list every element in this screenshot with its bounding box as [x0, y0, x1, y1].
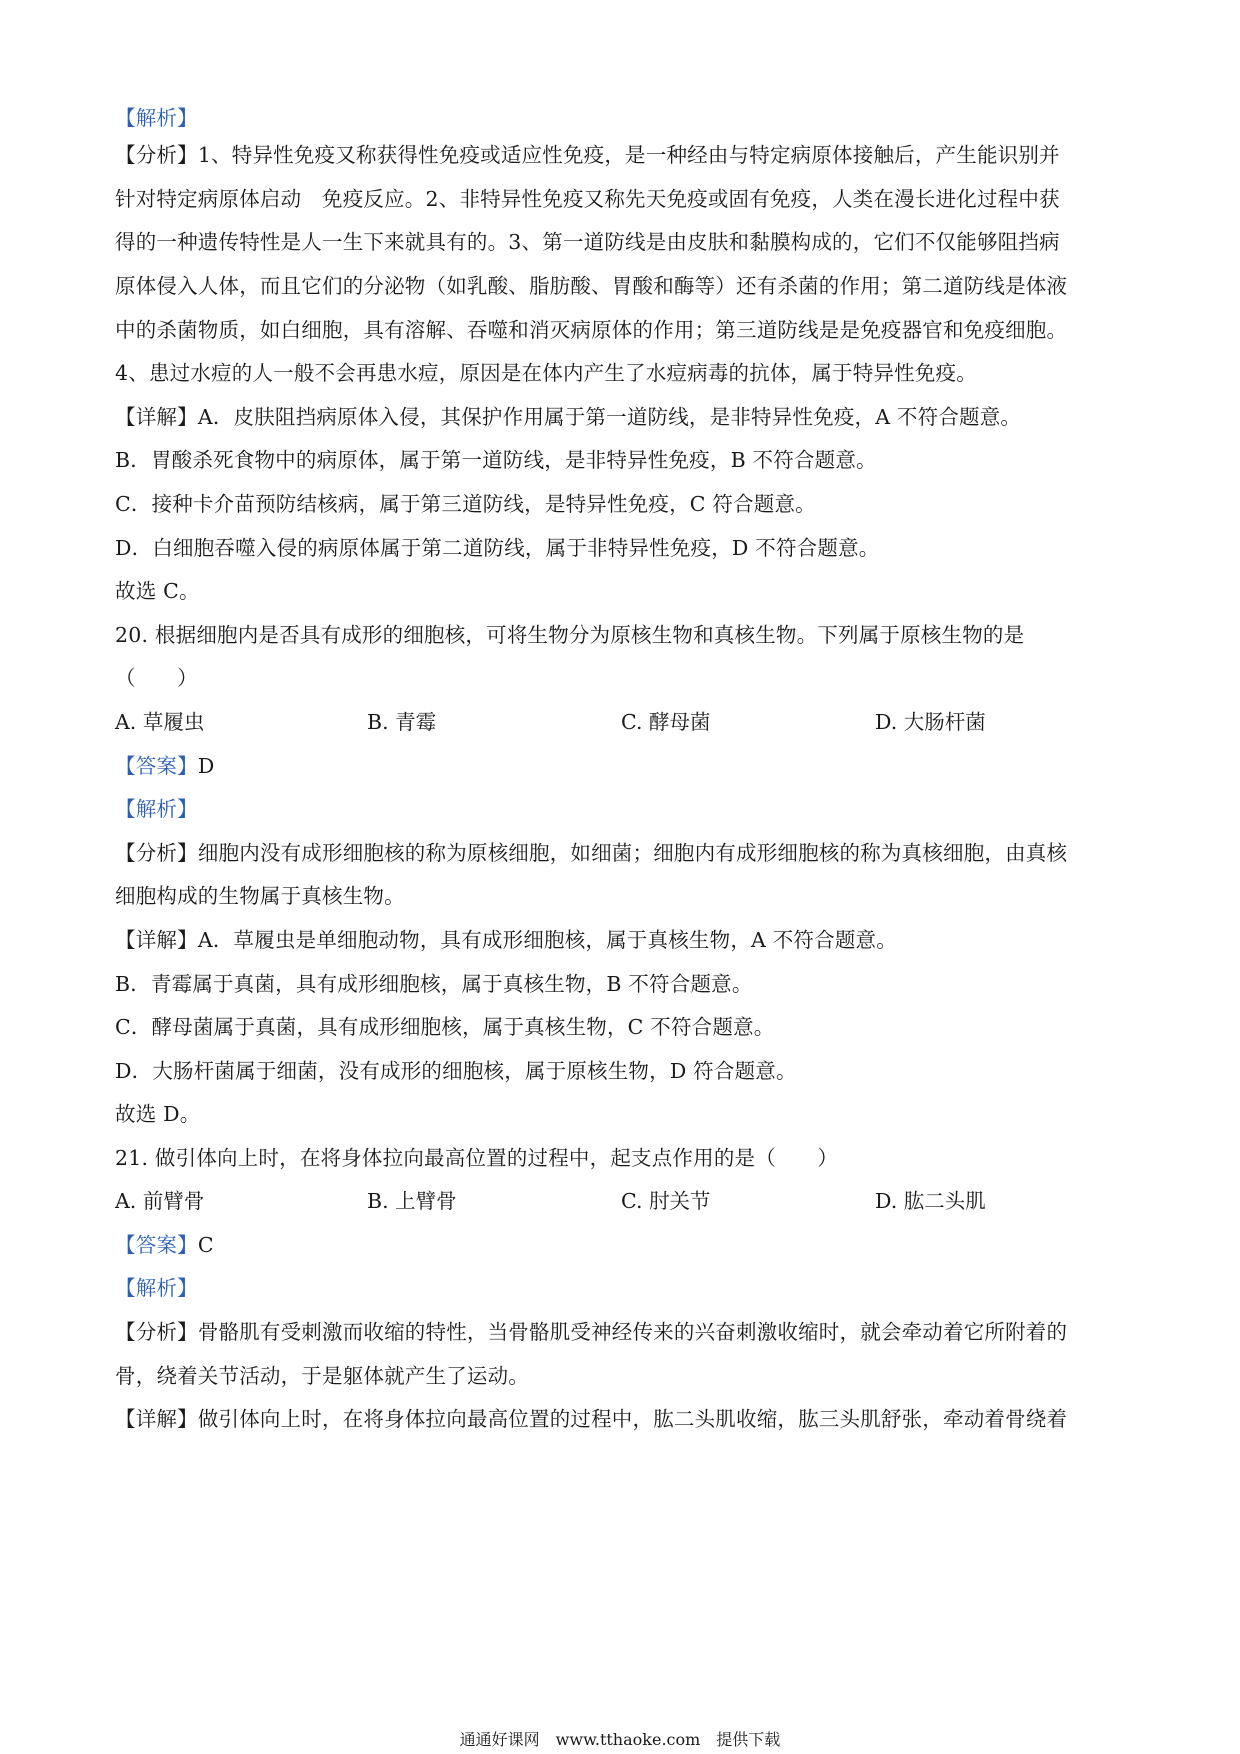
xiangjie-line: D．大肠杆菌属于细菌，没有成形的细胞核，属于原核生物，D 符合题意。 — [115, 1059, 797, 1083]
xiangjie-line: C．酵母菌属于真菌，具有成形细胞核，属于真核生物，C 不符合题意。 — [115, 1015, 775, 1039]
xiangjie-text: A．皮肤阻挡病原体入侵，其保护作用属于第一道防线，是非特异性免疫，A 不符合题意。 — [197, 405, 1022, 429]
xiangjie-tag: 【详解】 — [115, 1407, 198, 1431]
fenxi-line — [115, 141, 1125, 169]
analysis-tag: 【解析】 — [115, 1276, 198, 1300]
option-d: D. 肱二头肌 — [875, 1189, 986, 1213]
option-b: B. 上臂骨 — [367, 1189, 457, 1213]
xiangjie-tag: 【详解】 — [115, 928, 198, 952]
analysis-tag: 【解析】 — [115, 797, 198, 821]
xiangjie-text: 做引体向上时，在将身体拉向最高位置的过程中，肱二头肌收缩，肱三头肌舒张，牵动着骨绕着 — [197, 1407, 1068, 1431]
fenxi-line: 4、患过水痘的人一般不会再患水痘，原因是在体内产生了水痘病毒的抗体，属于特异性免疫。 — [115, 361, 977, 385]
fenxi-line: 得的一种遗传特性是人一生下来就具有的。3、第一道防线是由皮肤和黏膜构成的，它们不仅能够阻挡病 — [115, 230, 1060, 254]
answer-tag: 【答案】 — [115, 754, 198, 778]
fenxi-line — [115, 1318, 1125, 1346]
option-c: C. 肘关节 — [621, 1189, 711, 1213]
fenxi-line: 中的杀菌物质，如白细胞，具有溶解、吞噬和消灭病原体的作用；第三道防线是是免疫器官和免疫细胞。 — [115, 318, 1068, 342]
answer-line — [115, 1231, 1125, 1259]
xiangjie-text: A．草履虫是单细胞动物，具有成形细胞核，属于真核生物，A 不符合题意。 — [197, 928, 897, 952]
question-21-stem: 21. 做引体向上时，在将身体拉向最高位置的过程中，起支点作用的是（ ） — [115, 1146, 839, 1170]
fenxi-text: 细胞内没有成形细胞核的称为原核细胞，如细菌；细胞内有成形细胞核的称为真核细胞，由真核 — [197, 841, 1068, 865]
question-20-stem: 20. 根据细胞内是否具有成形的细胞核，可将生物分为原核生物和真核生物。下列属于原核生物的是 — [115, 623, 1025, 647]
fenxi-text: 骨骼肌有受刺激而收缩的特性，当骨骼肌受神经传来的兴奋刺激收缩时，就会牵动着它所附着的 — [197, 1320, 1068, 1344]
analysis-heading — [115, 795, 1125, 823]
footer-watermark: 通通好课网 www.tthaoke.com 提供下载 — [459, 1730, 781, 1749]
question-20-bracket: （ ） — [115, 666, 198, 690]
analysis-tag: 【解析】 — [115, 106, 198, 130]
answer-line — [115, 752, 1125, 780]
xiangjie-line: B．青霉属于真菌，具有成形细胞核，属于真核生物，B 不符合题意。 — [115, 972, 753, 996]
fenxi-line: 原体侵入人体，而且它们的分泌物（如乳酸、脂肪酸、胃酸和酶等）还有杀菌的作用；第二道防线是体液 — [115, 274, 1068, 298]
xiangjie-line — [115, 926, 1125, 954]
conclusion-line: 故选 C。 — [115, 579, 200, 603]
answer-value: D — [197, 754, 215, 778]
answer-value: C — [197, 1233, 214, 1257]
fenxi-text: 1、特异性免疫又称获得性免疫或适应性免疫，是一种经由与特定病原体接触后，产生能识别并 — [197, 143, 1060, 167]
question-20-options — [115, 708, 1125, 736]
option-d: D. 大肠杆菌 — [875, 710, 986, 734]
fenxi-line — [115, 839, 1125, 867]
xiangjie-line — [115, 403, 1125, 431]
fenxi-line: 细胞构成的生物属于真核生物。 — [115, 884, 405, 908]
option-a: A. 草履虫 — [115, 710, 205, 734]
option-c: C. 酵母菌 — [621, 710, 711, 734]
option-a: A. 前臂骨 — [115, 1189, 205, 1213]
xiangjie-line: C．接种卡介苗预防结核病，属于第三道防线，是特异性免疫，C 符合题意。 — [115, 492, 816, 516]
fenxi-tag: 【分析】 — [115, 841, 198, 865]
fenxi-line: 针对特定病原体启动 免疫反应。2、非特异性免疫又称先天免疫或固有免疫，人类在漫长进化过程中获 — [115, 187, 1060, 211]
xiangjie-line: D．白细胞吞噬入侵的病原体属于第二道防线，属于非特异性免疫，D 不符合题意。 — [115, 536, 880, 560]
answer-tag: 【答案】 — [115, 1233, 198, 1257]
xiangjie-line: B．胃酸杀死食物中的病原体，属于第一道防线，是非特异性免疫，B 不符合题意。 — [115, 448, 877, 472]
xiangjie-tag: 【详解】 — [115, 405, 198, 429]
fenxi-tag: 【分析】 — [115, 143, 198, 167]
conclusion-line: 故选 D。 — [115, 1102, 201, 1126]
question-21-options — [115, 1187, 1125, 1215]
fenxi-tag: 【分析】 — [115, 1320, 198, 1344]
analysis-heading — [115, 1274, 1125, 1302]
xiangjie-line — [115, 1405, 1125, 1433]
option-b: B. 青霉 — [367, 710, 437, 734]
analysis-heading — [115, 104, 1125, 132]
fenxi-line: 骨，绕着关节活动，于是躯体就产生了运动。 — [115, 1364, 529, 1388]
